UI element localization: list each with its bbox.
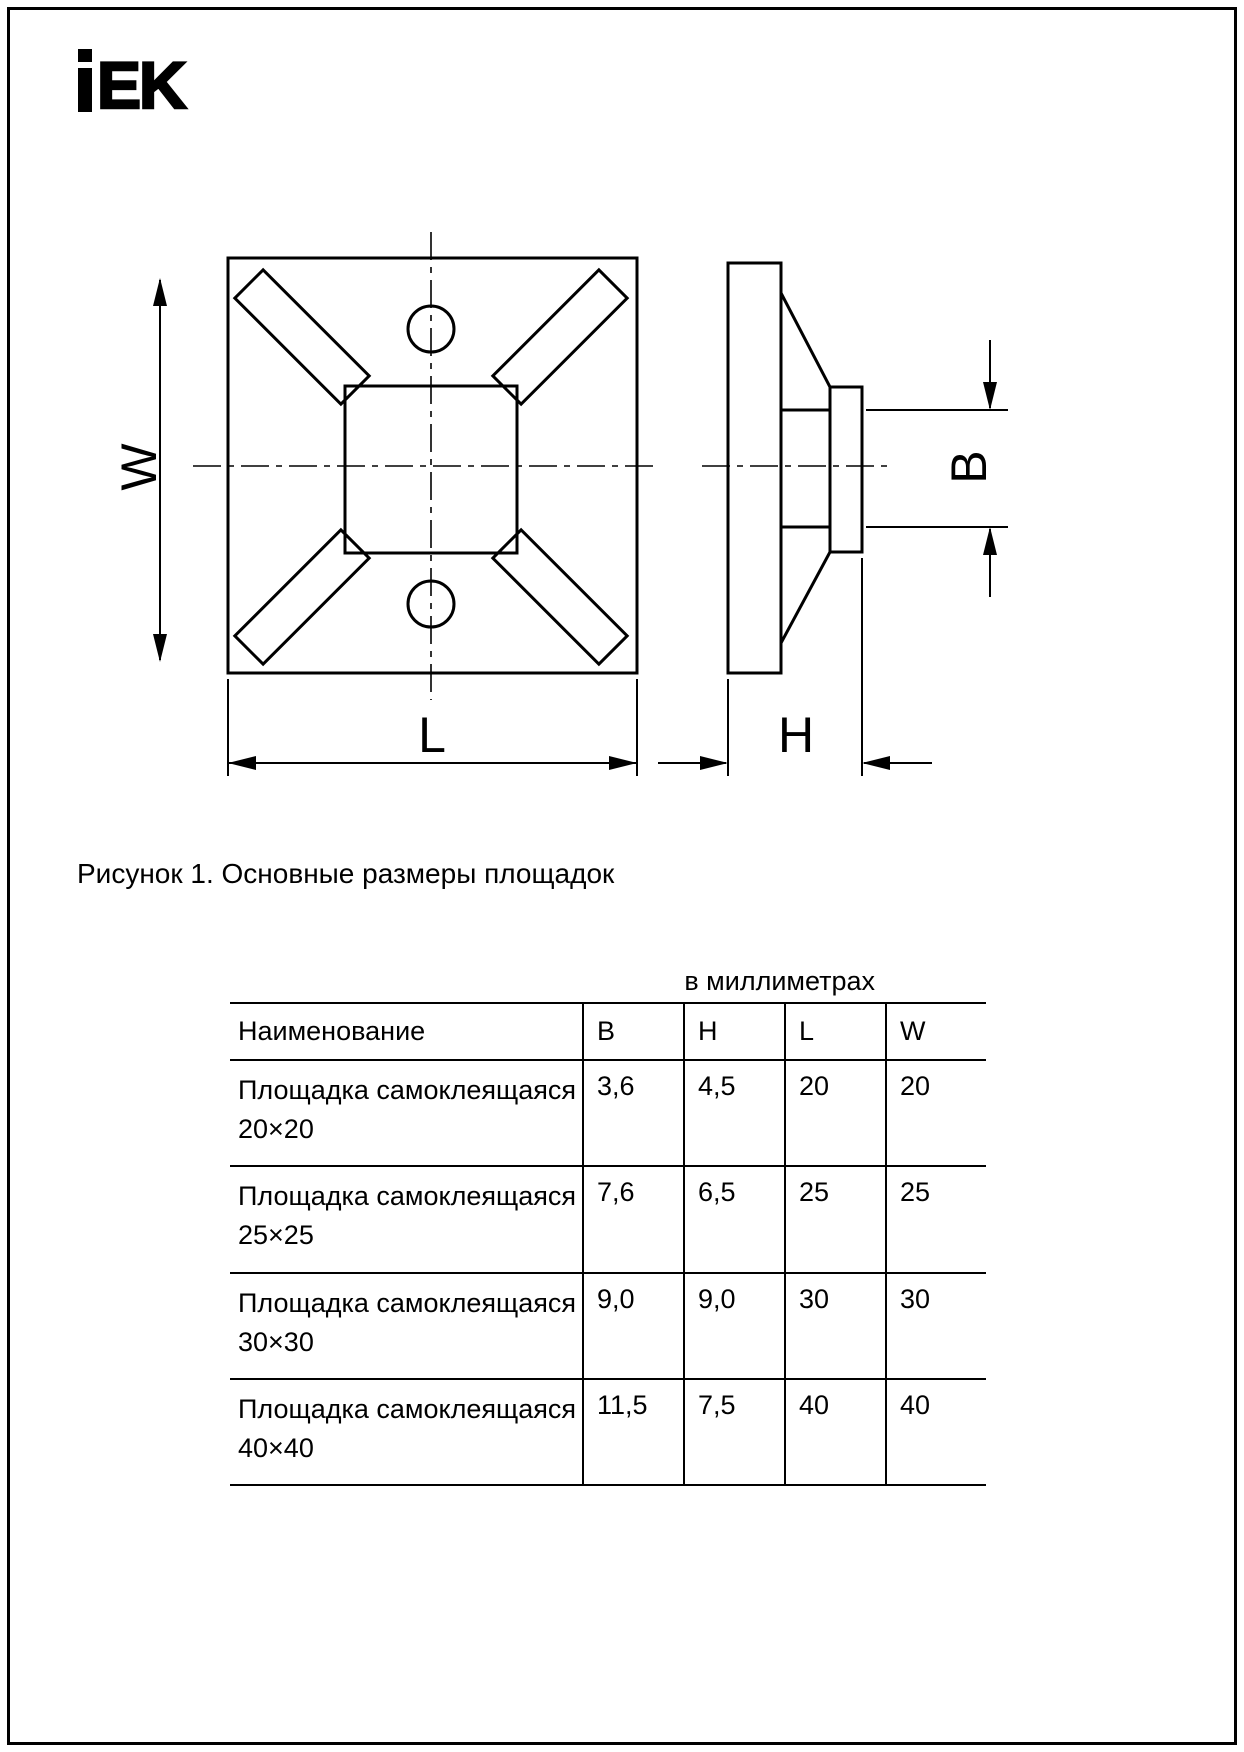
technical-drawing <box>0 0 1244 820</box>
units-note: в миллиметрах <box>684 966 875 996</box>
slot-bottom-left <box>235 530 369 664</box>
arrow-w-top <box>153 278 167 306</box>
value-b: 11,5 <box>583 1379 684 1485</box>
product-name-line1: Площадка самоклеящаяся <box>238 1075 576 1105</box>
product-name-line1: Площадка самоклеящаяся <box>238 1393 576 1424</box>
slot-bottom-right <box>493 530 627 664</box>
value-b: 9,0 <box>583 1273 684 1379</box>
col-header-name: Наименование <box>230 1003 583 1060</box>
table-row <box>230 1273 986 1379</box>
value-h: 4,5 <box>684 1060 785 1166</box>
value-w: 25 <box>886 1166 986 1272</box>
arrow-w-bottom <box>153 634 167 662</box>
arrow-b-bottom <box>983 527 997 555</box>
value-b: 7,6 <box>583 1166 684 1272</box>
value-w: 40 <box>886 1379 986 1485</box>
product-name-cell <box>230 1166 583 1272</box>
product-name-line1: Площадка самоклеящаяся <box>238 1181 576 1212</box>
side-view-head <box>830 387 862 552</box>
value-l: 40 <box>785 1379 886 1485</box>
product-name-cell <box>230 1379 583 1485</box>
arrow-h-left <box>700 756 728 770</box>
dimensions-table <box>230 1002 986 1486</box>
product-name-line2: 40×40 <box>238 1432 314 1463</box>
product-name-line2: 30×30 <box>238 1326 314 1357</box>
arrow-l-left <box>228 756 256 770</box>
slot-top-right <box>493 270 627 404</box>
arrow-l-right <box>609 756 637 770</box>
arrow-h-right <box>862 756 890 770</box>
product-name-line2: 25×25 <box>238 1220 314 1251</box>
figure-caption: Рисунок 1. Основные размеры площадок <box>77 858 615 889</box>
product-name-cell <box>230 1273 583 1379</box>
value-b: 3,6 <box>583 1060 684 1166</box>
product-name-line1: Площадка самоклеящаяся <box>238 1287 576 1318</box>
product-name-line2: 20×20 <box>238 1114 314 1145</box>
side-view-bottom-slope <box>781 552 830 643</box>
col-header-h: H <box>684 1003 785 1060</box>
side-view-base-plate <box>728 263 781 673</box>
product-name-cell <box>230 1060 583 1166</box>
table-row <box>230 1379 986 1485</box>
value-w: 20 <box>886 1060 986 1166</box>
table-header-row <box>230 1003 986 1060</box>
col-header-w: W <box>886 1003 986 1060</box>
value-w: 30 <box>886 1273 986 1379</box>
dim-label-b: B <box>941 450 997 484</box>
table-row <box>230 1166 986 1272</box>
arrow-b-top <box>983 382 997 410</box>
dim-label-h: H <box>777 707 815 763</box>
side-view-top-slope <box>781 293 830 387</box>
col-header-b: B <box>583 1003 684 1060</box>
slot-top-left <box>235 270 369 404</box>
value-l: 20 <box>785 1060 886 1166</box>
value-h: 9,0 <box>684 1273 785 1379</box>
dim-label-l: L <box>418 707 446 763</box>
iek-logo-text: EK <box>97 48 185 123</box>
dim-label-w: W <box>111 443 167 491</box>
table-row <box>230 1060 986 1166</box>
col-header-l: L <box>785 1003 886 1060</box>
value-h: 6,5 <box>684 1166 785 1272</box>
value-h: 7,5 <box>684 1379 785 1485</box>
value-l: 25 <box>785 1166 886 1272</box>
value-l: 30 <box>785 1273 886 1379</box>
